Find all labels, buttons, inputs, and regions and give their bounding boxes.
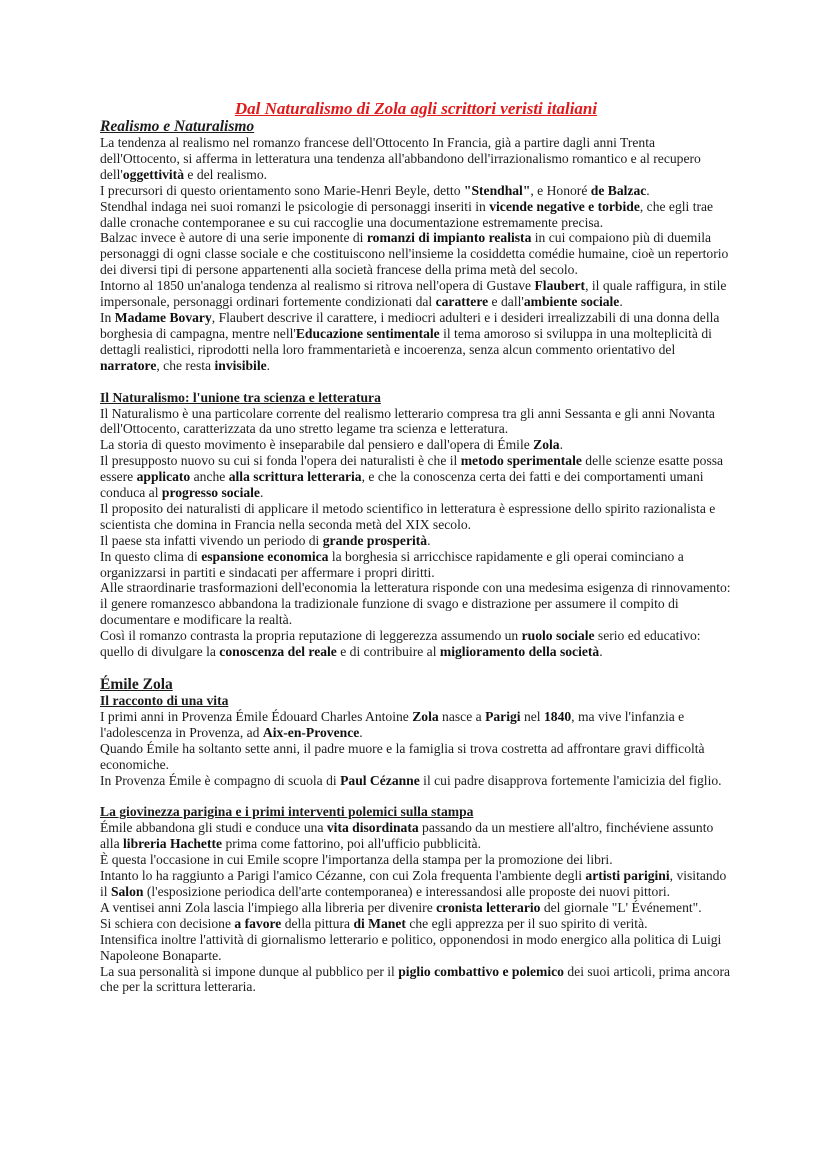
subsection-heading-vita: Il racconto di una vita xyxy=(100,693,229,708)
paragraph: La tendenza al realismo nel romanzo francese dell'Ottocento In Francia, già a partire dagli anni Trenta dell'Ottocento, si afferma in letteratura una tendenza all'abbandono dell'irrazionalismo romantico e al recupero dell'oggettività e del realismo. xyxy=(100,135,701,182)
paragraph: Così il romanzo contrasta la propria reputazione di leggerezza assumendo un ruolo sociale serio ed educativo: quello di divulgare la conoscenza del reale e di contribuire al miglioramento della società. xyxy=(100,628,701,660)
paragraph: La sua personalità si impone dunque al pubblico per il piglio combattivo e polemico dei suoi articoli, prima ancora che per la scrittura letteraria. xyxy=(100,963,731,995)
spacer xyxy=(100,374,732,390)
section-heading-naturalismo: Il Naturalismo: l'unione tra scienza e letteratura xyxy=(100,389,381,405)
paragraph: Il paese sta infatti vivendo un periodo di grande prosperità. xyxy=(100,532,431,548)
paragraph: In Madame Bovary, Flaubert descrive il carattere, i mediocri adulteri e i desideri irrealizzabili di una donna della borghesia di campagna, mentre nell'Educazione sentimentale il tema amoroso si sviluppa in una molteplicità di dettagli realistici, riprodotti nella loro frammentarietà e incoerenza, senza alcun commento orientativo del narratore, che resta invisibile. xyxy=(100,309,720,373)
paragraph: Alle straordinarie trasformazioni dell'economia la letteratura risponde con una medesima esigenza di rinnovamento: il genere romanzesco abbandona la tradizionale funzione di svago e distrazione per assumere il compito di documentare e modificare la realtà. xyxy=(100,580,731,628)
document-page xyxy=(100,99,732,995)
paragraph: In Provenza Émile è compagno di scuola di Paul Cézanne il cui padre disapprova fortemente l'amicizia del figlio. xyxy=(100,772,722,788)
paragraph: Il proposito dei naturalisti di applicare il metodo scientifico in letteratura è espressione dello spirito razionalista e scientista che domina in Francia nella seconda metà del XIX secolo. xyxy=(100,500,716,532)
paragraph: I precursori di questo orientamento sono Marie-Henri Beyle, detto "Stendhal", e Honoré de Balzac. xyxy=(100,182,650,198)
paragraph: La storia di questo movimento è inseparabile dal pensiero e dall'opera di Émile Zola. xyxy=(100,437,564,453)
paragraph: Stendhal indaga nei suoi romanzi le psicologie di personaggi inseriti in vicende negative e torbide, che egli trae dalle cronache contemporanee e su cui raccoglie una documentazione estremamente precisa. xyxy=(100,198,714,230)
paragraph: Émile abbandona gli studi e conduce una vita disordinata passando da un mestiere all'altro, finchéviene assunto alla libreria Hachette prima come fattorino, poi all'ufficio pubblicità. xyxy=(100,820,714,852)
section-heading-zola: Émile Zola xyxy=(100,676,173,693)
paragraph: In questo clima di espansione economica la borghesia si arricchisce rapidamente e gli operai cominciano a organizzarsi in partiti e sindacati per affermare i propri diritti. xyxy=(100,548,684,580)
paragraph: È questa l'occasione in cui Emile scopre l'importanza della stampa per la promozione dei libri. xyxy=(100,852,613,868)
paragraph: Si schiera con decisione a favore della pittura di Manet che egli apprezza per il suo spirito di verità. xyxy=(100,915,648,931)
paragraph: I primi anni in Provenza Émile Édouard Charles Antoine Zola nasce a Parigi nel 1840, ma vive l'infanzia e l'adolescenza in Provenza, ad Aix-en-Provence. xyxy=(100,708,685,740)
section-heading-realismo: Realismo e Naturalismo xyxy=(100,118,255,135)
paragraph: A ventisei anni Zola lascia l'impiego alla libreria per divenire cronista letterario del giornale "L' Événement". xyxy=(100,899,702,915)
section-heading-giovinezza: La giovinezza parigina e i primi interventi polemici sulla stampa xyxy=(100,804,474,820)
paragraph: Balzac invece è autore di una serie imponente di romanzi di impianto realista in cui compaiono più di duemila personaggi di ogni classe sociale e che costituiscono nell'insieme la cosiddetta comédie humaine, cioè un repertorio dei diversi tipi di persone appartenenti alla società francese della prima metà del secolo. xyxy=(100,230,729,278)
paragraph: Intanto lo ha raggiunto a Parigi l'amico Cézanne, con cui Zola frequenta l'ambiente degli artisti parigini, visitando il Salon (l'esposizione periodica dell'arte contemporanea) e interessandosi alle proposte dei nuovi pittori. xyxy=(100,868,727,899)
paragraph: Il presupposto nuovo su cui si fonda l'opera dei naturalisti è che il metodo sperimentale delle scienze esatte possa essere applicato anche alla scrittura letteraria, e che la conoscenza certa dei fatti e dei comportamenti umani conduca al progresso sociale. xyxy=(100,453,724,501)
spacer xyxy=(100,660,732,676)
paragraph: Il Naturalismo è una particolare corrente del realismo letterario compresa tra gli anni Sessanta e gli anni Novanta dell'Ottocento, caratterizzata da uno stretto legame tra scienza e letteratura. xyxy=(100,405,715,437)
paragraph: Intensifica inoltre l'attività di giornalismo letterario e politico, opponendosi in modo energico alla politica di Luigi Napoleone Bonaparte. xyxy=(100,931,722,963)
spacer xyxy=(100,788,732,804)
paragraph: Intorno al 1850 un'analoga tendenza al realismo si ritrova nell'opera di Gustave Flaubert, il quale raffigura, in stile impersonale, personaggi ordinari fortemente condizionati dal carattere e dall'ambiente sociale. xyxy=(100,278,727,310)
paragraph: Quando Émile ha soltanto sette anni, il padre muore e la famiglia si trova costretta ad affrontare gravi difficoltà economiche. xyxy=(100,740,705,772)
document-title: Dal Naturalismo di Zola agli scrittori veristi italiani xyxy=(234,99,598,118)
